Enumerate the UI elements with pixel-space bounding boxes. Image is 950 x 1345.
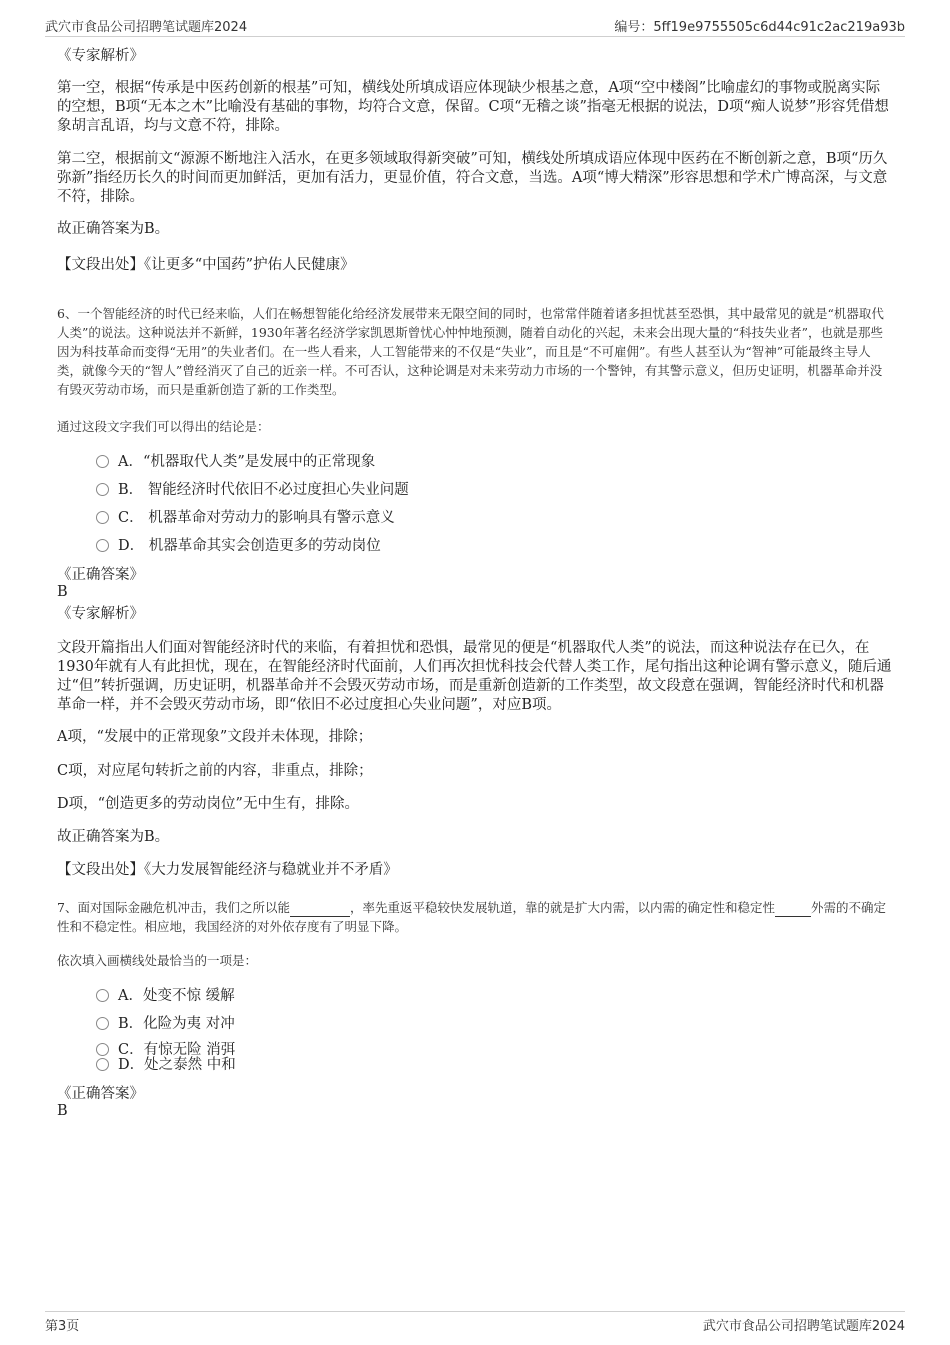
analysis-paragraph: 文段开篇指出人们面对智能经济时代的来临，有着担忧和恐惧，最常见的便是“机器取代人类”的说法，而这种说法存在已久，在1930年就有人有此担忧，现在，在智能经济时代面前，人们再次担忧科技会代替人类工作，尾句指出这种论调有警示意义，随后通过“但”转折强调，历史证明，机器革命并不会毁灭劳动市场，而是重新创造新的工作类型，故文段意在强调，智能经济时代和机器革命一样，并不会毁灭劳动市场，即“依旧不必过度担心失业问题”，对应B项。 xyxy=(57,640,892,713)
option-d[interactable] xyxy=(96,1056,236,1074)
radio-icon[interactable] xyxy=(96,511,109,524)
source-citation: 【文段出处】《大力发展智能经济与稳就业并不矛盾》 xyxy=(57,862,398,878)
radio-icon[interactable] xyxy=(96,1043,109,1056)
option-label: C．有惊无险 消弭 xyxy=(118,1042,236,1058)
passage-part: 外需的不确定性和不稳定性。相应地，我国经济的对外依存度有了明显下降。 xyxy=(57,900,886,934)
source-citation: 【文段出处】《让更多“中国药”护佑人民健康》 xyxy=(57,257,355,273)
option-c[interactable] xyxy=(96,509,395,527)
analysis-paragraph: D项，“创造更多的劳动岗位”无中生有，排除。 xyxy=(57,796,359,812)
analysis-paragraph: C项，对应尾句转折之前的内容，非重点，排除； xyxy=(57,763,373,779)
radio-icon[interactable] xyxy=(96,989,109,1002)
fill-blank xyxy=(775,897,811,917)
analysis-paragraph: A项，“发展中的正常现象”文段并未体现，排除； xyxy=(57,729,373,745)
fill-blank xyxy=(290,897,350,917)
option-b[interactable] xyxy=(96,1015,235,1033)
page-footer xyxy=(45,1311,905,1334)
analysis-paragraph: 第二空，根据前文“源源不断地注入活水，在更多领域取得新突破”可知，横线处所填成语应体现中医药在不断创新之意，B项“历久弥新”指经历长久的时间而更加鲜活，更加有活力，更显价值，符合文意，当选。A项“博大精深”形容思想和学术广博高深，与文意不符，排除。 xyxy=(57,151,888,205)
question-passage: 6、一个智能经济的时代已经来临，人们在畅想智能化给经济发展带来无限空间的同时，也常常伴随着诸多担忧甚至恐惧，其中最常见的就是“机器取代人类”的说法。这种说法并不新鲜，1930年著名经济学家凯恩斯曾忧心忡忡地预测，随着自动化的兴起，未来会出现大量的“科技失业者”，也就是那些因为科技革命而变得“无用”的失业者们。在一些人看来，人工智能带来的不仅是“失业”，而且是“不可雇佣”。有些人甚至认为“智神”可能最终主导人类，就像今天的“智人”曾经消灭了自己的近亲一样。不可否认，这种论调是对未来劳动力市场的一个警钟，有其警示意义，但历史证明，机器革命并没有毁灭劳动市场，而只是重新创造了新的工作类型。 xyxy=(57,306,884,397)
answer-label: 《正确答案》 xyxy=(57,1086,144,1102)
radio-icon[interactable] xyxy=(96,539,109,552)
conclusion: 故正确答案为B。 xyxy=(57,829,170,845)
option-label: A．“机器取代人类”是发展中的正常现象 xyxy=(118,454,376,470)
passage-part: 7、面对国际金融危机冲击，我们之所以能 xyxy=(57,900,290,915)
question-prompt: 依次填入画横线处最恰当的一项是： xyxy=(57,953,258,968)
analysis-label: 《专家解析》 xyxy=(57,606,144,622)
option-label: B． 智能经济时代依旧不必过度担心失业问题 xyxy=(118,482,409,498)
question-passage xyxy=(57,897,893,936)
footer-title: 武穴市食品公司招聘笔试题库2024 xyxy=(702,1319,905,1334)
passage-part: ，率先重返平稳较快发展轨道，靠的就是扩大内需，以内需的确定性和稳定性 xyxy=(349,900,775,915)
radio-icon[interactable] xyxy=(96,1017,109,1030)
header-title: 武穴市食品公司招聘笔试题库2024 xyxy=(45,20,248,35)
option-label: D．处之泰然 中和 xyxy=(118,1057,236,1073)
option-label: C． 机器革命对劳动力的影响具有警示意义 xyxy=(118,510,395,526)
document-id: 编号：5ff19e9755505c6d44c91c2ac219a93b xyxy=(614,20,905,35)
option-d[interactable] xyxy=(96,537,381,555)
analysis-paragraph: 第一空，根据“传承是中医药创新的根基”可知，横线处所填成语应体现缺少根基之意，A项“空中楼阁”比喻虚幻的事物或脱离实际的空想，B项“无本之木”比喻没有基础的事物，均符合文意，保留。C项“无稽之谈”指毫无根据的说法，D项“痴人说梦”形容凭借想象胡言乱语，均与文意不符，排除。 xyxy=(57,80,889,134)
radio-icon[interactable] xyxy=(96,1058,109,1071)
page-header xyxy=(45,14,905,37)
answer-value: B xyxy=(57,1103,68,1119)
radio-icon[interactable] xyxy=(96,483,109,496)
option-b[interactable] xyxy=(96,481,409,499)
option-label: D． 机器革命其实会创造更多的劳动岗位 xyxy=(118,538,381,554)
question-prompt: 通过这段文字我们可以得出的结论是： xyxy=(57,419,270,434)
answer-value: B xyxy=(57,584,68,600)
page-number: 第3页 xyxy=(45,1319,80,1334)
conclusion: 故正确答案为B。 xyxy=(57,221,170,237)
option-a[interactable] xyxy=(96,453,375,471)
option-label: B．化险为夷 对冲 xyxy=(118,1016,235,1032)
analysis-label: 《专家解析》 xyxy=(57,48,144,64)
option-label: A．处变不惊 缓解 xyxy=(118,988,235,1004)
option-a[interactable] xyxy=(96,987,235,1005)
radio-icon[interactable] xyxy=(96,455,109,468)
answer-label: 《正确答案》 xyxy=(57,567,144,583)
